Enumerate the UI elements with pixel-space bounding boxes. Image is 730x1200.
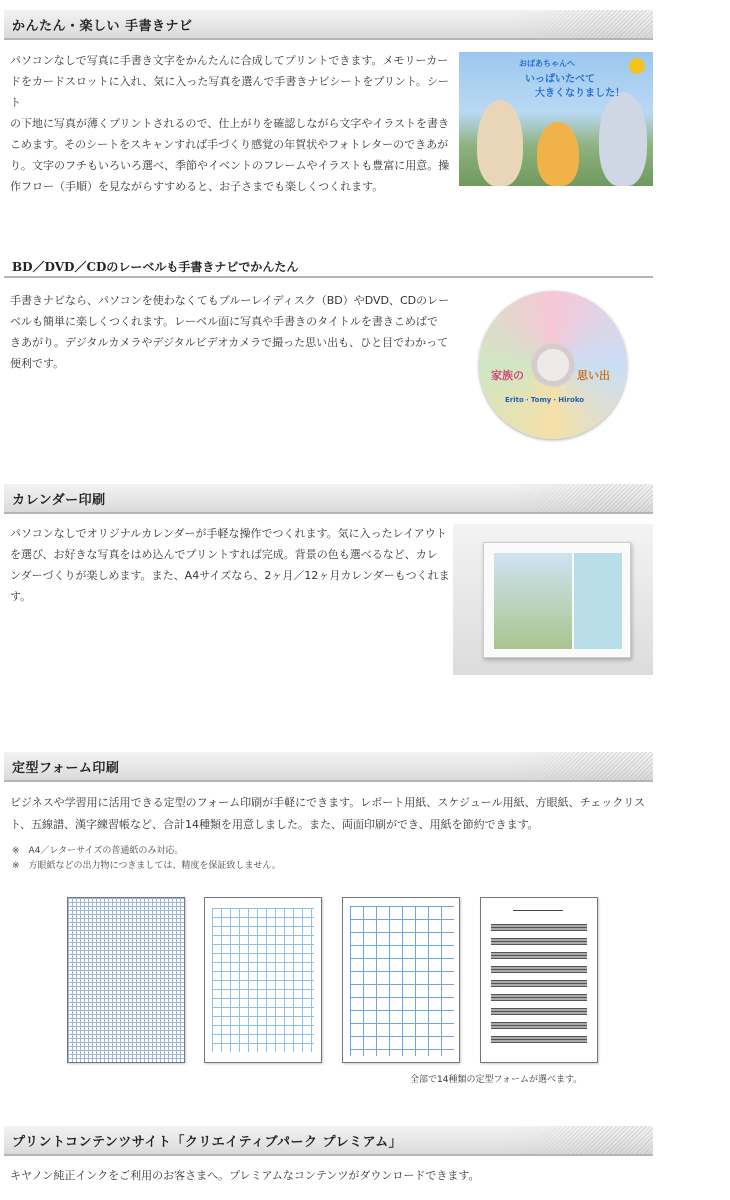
section-header-forms: [4, 752, 653, 782]
calendar-grid: [574, 553, 622, 649]
section-title-forms: 定型フォーム印刷: [12, 760, 120, 776]
section-title-creative-park: プリントコンテンツサイト「クリエイティブパーク プレミアム」: [12, 1134, 403, 1150]
photo-doodle-line1: おばあちゃんへ: [519, 59, 575, 68]
form-sample-music-staff: [480, 897, 598, 1063]
photo-doodle-line2: いっぱいたべて: [525, 74, 595, 85]
section-header-calendar: [4, 484, 653, 514]
section-header-handwriting: [4, 10, 653, 40]
note-line: ※ 方眼紙などの出力物につきましては、精度を保証致しません。: [12, 861, 281, 871]
text-line: ベルも簡単に楽しくつくれます。レーベル面に写真や手書きのタイトルを書きこめばで: [10, 315, 438, 328]
handwriting-description: [10, 50, 455, 197]
disc-text-names: Erito・Tomy・Hiroko: [505, 396, 585, 404]
note-line: ※ A4／レターサイズの普通紙のみ対応。: [12, 846, 184, 856]
form-sample-manuscript-paper: [204, 897, 322, 1063]
header-stripes: [503, 752, 653, 780]
sun-icon: [629, 58, 645, 74]
calendar-description: [10, 523, 450, 607]
calendar-photo: [494, 553, 572, 649]
forms-caption: 全部で14種類の定型フォームが選べます。: [410, 1075, 583, 1085]
header-stripes: [503, 10, 653, 38]
forms-description: [10, 792, 660, 836]
text-line: す。: [10, 590, 32, 603]
text-line: こめます。そのシートをスキャンすれば手づくり感覚の年賀状やフォトレターのできあが: [10, 138, 449, 151]
text-line: の下地に写真が薄くプリントされるので、仕上がりを確認しながら文字やイラストを書き: [10, 117, 450, 130]
section-header-creative-park: [4, 1126, 653, 1156]
form-sample-graph-paper: [67, 897, 185, 1063]
section-title-calendar: カレンダー印刷: [12, 492, 106, 508]
text-line: ンダーづくりが楽しめます。また、A4サイズなら、2ヶ月／12ヶ月カレンダーもつくれま: [10, 569, 450, 582]
person-father: [599, 92, 647, 186]
text-line: ドをカードスロットに入れ、気に入った写真を選んで手書きナビシートをプリント。シート: [10, 75, 449, 109]
text-line: パソコンなしで写真に手書き文字をかんたんに合成してプリントできます。メモリーカー: [10, 54, 449, 67]
family-photo: [459, 52, 653, 186]
calendar-frame: [483, 542, 631, 658]
text-line: 手書きナビなら、パソコンを使わなくてもブルーレイディスク（BD）やDVD、CDのレー: [10, 294, 450, 307]
header-stripes: [503, 484, 653, 512]
disc-text-left: 家族の: [491, 369, 524, 382]
text-line: 作フロー（手順）を見ながらすすめると、お子さまでも楽しくつくれます。: [10, 180, 384, 193]
text-line: きあがり。デジタルカメラやデジタルビデオカメラで撮った思い出も、ひと目でわかって: [10, 336, 449, 349]
header-stripes: [503, 1126, 653, 1154]
forms-notes: [12, 844, 612, 874]
text-line: り。文字のフチもいろいろ選べ、季節やイベントのフレームやイラストも豊富に用意。操: [10, 159, 450, 172]
section-title-disc-label: BD／DVD／CDのレーベルも手書きナビでかんたん: [12, 259, 299, 274]
section-title-handwriting: かんたん・楽しい 手書きナビ: [12, 18, 193, 34]
text-line: キヤノン純正インクをご利用のお客さまへ。プレミアムなコンテンツがダウンロードできます。: [10, 1169, 480, 1182]
calendar-image: [453, 524, 653, 675]
text-line: ビジネスや学習用に活用できる定型のフォーム印刷が手軽にできます。レポート用紙、スケジュール用紙、方眼紙、チェックリス: [10, 796, 646, 809]
text-line: 便利です。: [10, 357, 65, 370]
text-line: パソコンなしでオリジナルカレンダーが手軽な操作でつくれます。気に入ったレイアウト: [10, 527, 447, 540]
creative-park-description: [10, 1165, 660, 1186]
form-sample-kanji-practice: [342, 897, 460, 1063]
disc-hub: [532, 344, 573, 385]
disc-label-image: [479, 291, 627, 439]
photo-doodle-line3: 大きくなりました！: [535, 88, 625, 99]
person-child: [537, 122, 579, 186]
section-header-disc-label: [4, 256, 653, 278]
disc-text-right: 思い出: [577, 369, 610, 382]
person-mother: [477, 100, 523, 186]
disc-label-description: [10, 290, 455, 374]
text-line: を選び、お好きな写真をはめ込んでプリントすれば完成。背景の色も選べるなど、カレ: [10, 548, 438, 561]
text-line: ト、五線譜、漢字練習帳など、合計14種類を用意しました。また、両面印刷ができ、用紙を節約できます。: [10, 818, 539, 831]
